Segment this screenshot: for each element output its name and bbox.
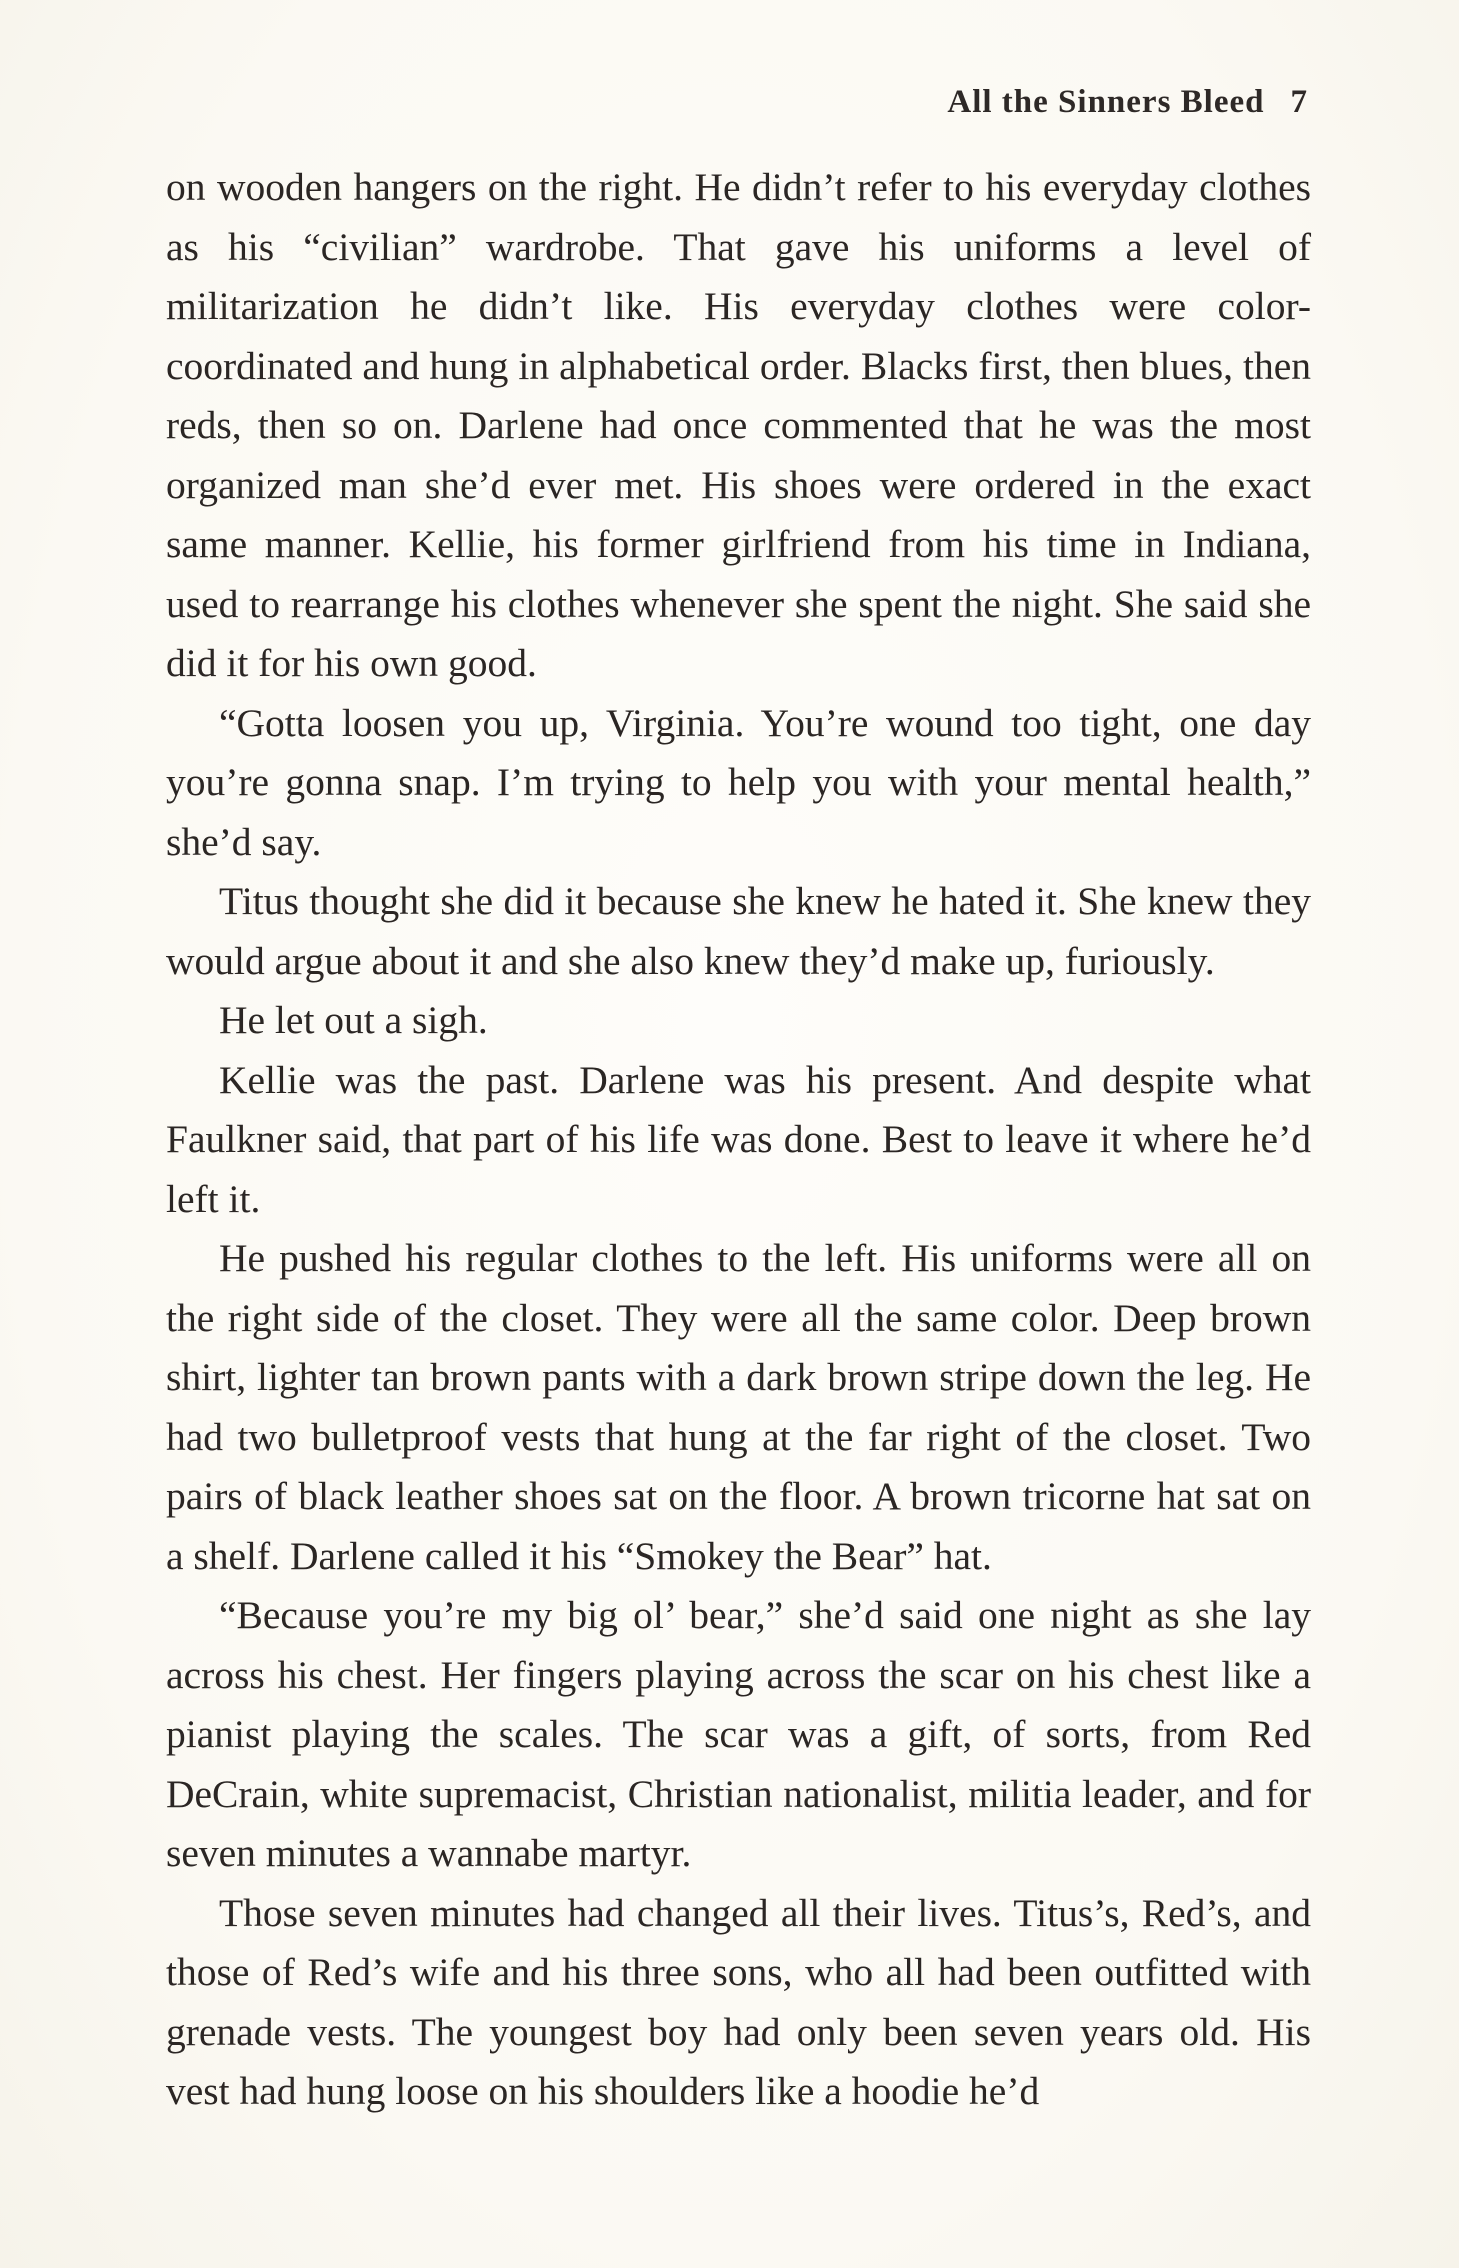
body-text: [166, 158, 1311, 2122]
paragraph: Titus thought she did it because she knew he hated it. She knew they would argue about it and she also knew they’d make up, furiously.: [166, 879, 1311, 983]
paragraph: He let out a sigh.: [219, 998, 488, 1042]
paragraph: on wooden hangers on the right. He didn’t refer to his everyday clothes as his “civilian” wardrobe. That gave his uniforms a level of militarization he didn’t like. His everyday clothes were color-coordinated and hung in alphabetical order. Blacks first, then blues, then reds, then so on. Darlene had once commented that he was the most organized man she’d ever met. His shoes were ordered in the exact same manner. Kellie, his former girlfriend from his time in Indiana, used to rearrange his clothes whenever she spent the night. She said she did it for his own good.: [166, 165, 1311, 685]
paragraph: Those seven minutes had changed all their lives. Titus’s, Red’s, and those of Red’s wife and his three sons, who all had been outfitted with grenade vests. The youngest boy had only been seven years old. His vest had hung loose on his shoulders like a hoodie he’d: [166, 1890, 1311, 2113]
paragraph: He pushed his regular clothes to the left. His uniforms were all on the right side of the closet. They were all the same color. Deep brown shirt, lighter tan brown pants with a dark brown stripe down the leg. He had two bulletproof vests that hung at the far right of the closet. Two pairs of black leather shoes sat on the floor. A brown tricorne hat sat on a shelf. Darlene called it his “Smokey the Bear” hat.: [166, 1236, 1311, 1578]
book-title: All the Sinners Bleed: [947, 84, 1265, 120]
page-number: 7: [1290, 84, 1308, 120]
paragraph: “Gotta loosen you up, Virginia. You’re wound too tight, one day you’re gonna snap. I’m trying to help you with your mental health,” she’d say.: [166, 700, 1311, 864]
paragraph: Kellie was the past. Darlene was his present. And despite what Faulkner said, that part of his life was done. Best to leave it where he’d left it.: [166, 1057, 1311, 1221]
running-header: [947, 84, 1308, 121]
paragraph: “Because you’re my big ol’ bear,” she’d said one night as she lay across his chest. Her fingers playing across the scar on his chest like a pianist playing the scales. The scar was a gift, of sorts, from Red DeCrain, white supremacist, Christian nationalist, militia leader, and for seven minutes a wannabe martyr.: [166, 1593, 1311, 1875]
